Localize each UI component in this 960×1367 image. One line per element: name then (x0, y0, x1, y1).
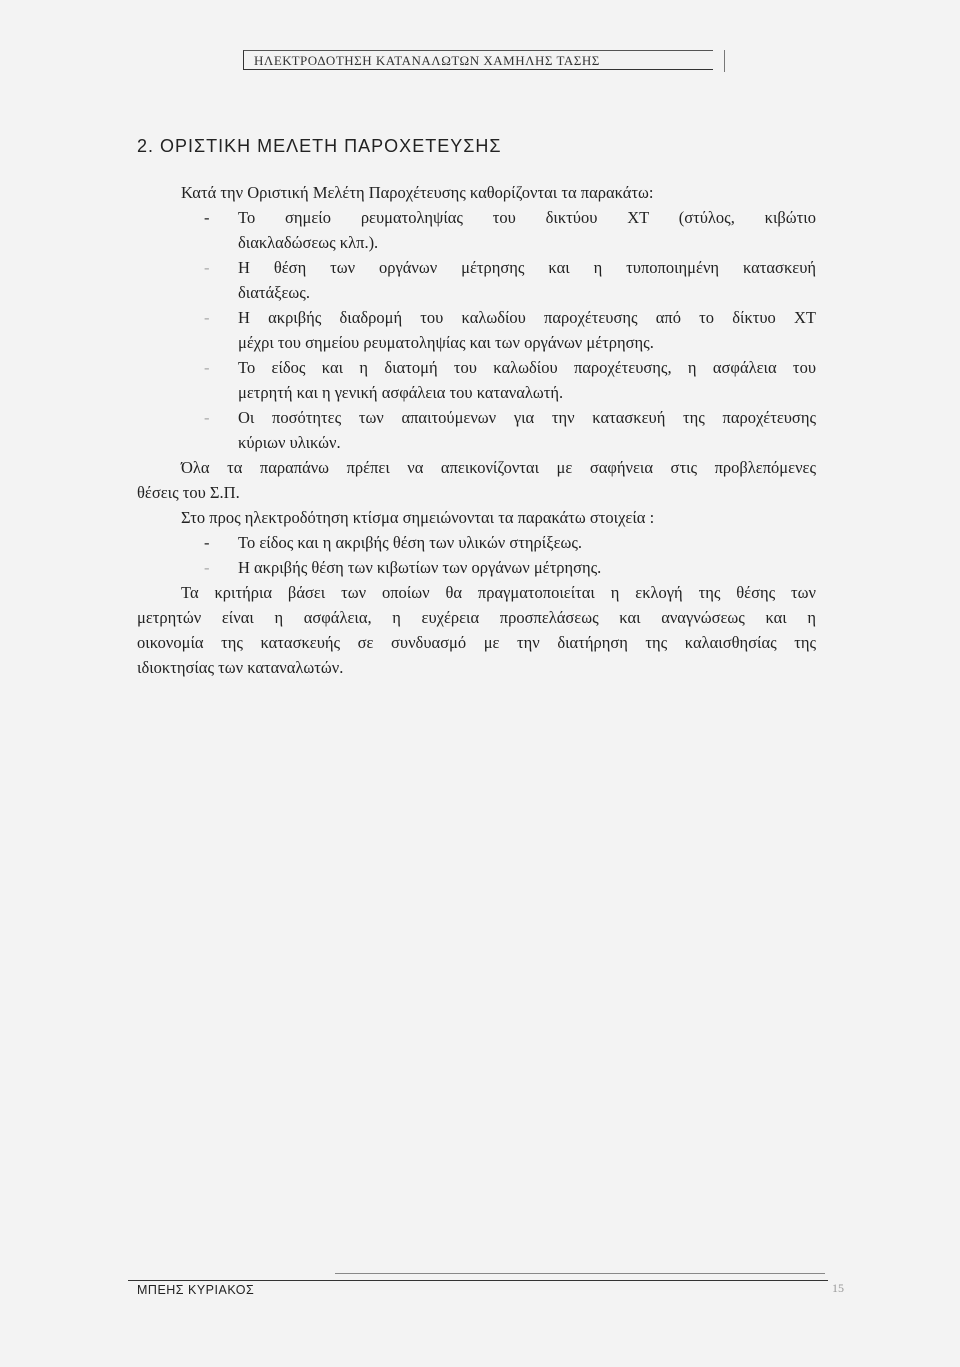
list-item-line: διατάξεως. (238, 283, 310, 302)
list-item-line: διακλαδώσεως κλπ.). (238, 233, 379, 252)
list-bullet: - (204, 558, 210, 577)
list-item-line: μετρητή και η γενική ασφάλεια του καταναλωτή. (238, 383, 564, 402)
list-bullet: - (204, 308, 210, 327)
list-bullet: - (204, 408, 210, 427)
intro-paragraph: Κατά την Οριστική Μελέτη Παροχέτευσης καθορίζονται τα παρακάτω: (181, 183, 654, 202)
list-bullet: - (204, 208, 210, 227)
list-item-line: Το είδος και η διατομή του καλωδίου παροχέτευσης, η ασφάλεια του (238, 358, 816, 377)
running-header: ΗΛΕΚΤΡΟΔΟΤΗΣΗ ΚΑΤΑΝΑΛΩΤΩΝ ΧΑΜΗΛΗΣ ΤΑΣΗΣ (243, 50, 713, 70)
list-item-line: Οι ποσότητες των απαιτούμενων για την κατασκευή της παροχέτευσης (238, 408, 816, 427)
footer-author: ΜΠΕΗΣ ΚΥΡΙΑΚΟΣ (137, 1283, 255, 1297)
paragraph-line: Τα κριτήρια βάσει των οποίων θα πραγματοποιείται η εκλογή της θέσης των (181, 583, 816, 602)
list-item-line: Το σημείο ρευματοληψίας του δικτύου ΧΤ (στύλος, κιβώτιο (238, 208, 816, 227)
list-item-line: Η θέση των οργάνων μέτρησης και η τυποποιημένη κατασκευή (238, 258, 816, 277)
paragraph-line: οικονομία της κατασκευής σε συνδυασμό με την διατήρηση της καλαισθησίας της (137, 633, 816, 652)
paragraph-line: Όλα τα παραπάνω πρέπει να απεικονίζονται με σαφήνεια στις προβλεπόμενες (181, 458, 816, 477)
paragraph-line: ιδιοκτησίας των καταναλωτών. (137, 658, 344, 677)
list-item-line: Η ακριβής θέση των κιβωτίων των οργάνων μέτρησης. (238, 558, 602, 577)
page-number: 15 (832, 1281, 844, 1295)
list-bullet: - (204, 533, 210, 552)
list-item-line: κύριων υλικών. (238, 433, 341, 452)
paragraph-line: θέσεις του Σ.Π. (137, 483, 240, 502)
footer-rule (128, 1280, 828, 1281)
footer-rule (335, 1273, 825, 1274)
list-bullet: - (204, 358, 210, 377)
list-item-line: μέχρι του σημείου ρευματοληψίας και των οργάνων μέτρησης. (238, 333, 654, 352)
section-title: 2. ΟΡΙΣΤΙΚΗ ΜΕΛΕΤΗ ΠΑΡΟΧΕΤΕΥΣΗΣ (137, 136, 502, 156)
list-item-line: Η ακριβής διαδρομή του καλωδίου παροχέτευσης από το δίκτυο ΧΤ (238, 308, 816, 327)
paragraph-line: Στο προς ηλεκτροδότηση κτίσμα σημειώνονται τα παρακάτω στοιχεία : (181, 508, 655, 527)
list-bullet: - (204, 258, 210, 277)
list-item-line: Το είδος και η ακριβής θέση των υλικών στηρίξεως. (238, 533, 583, 552)
paragraph-line: μετρητών είναι η ασφάλεια, η ευχέρεια προσπελάσεως και αναγνώσεως και η (137, 608, 816, 627)
